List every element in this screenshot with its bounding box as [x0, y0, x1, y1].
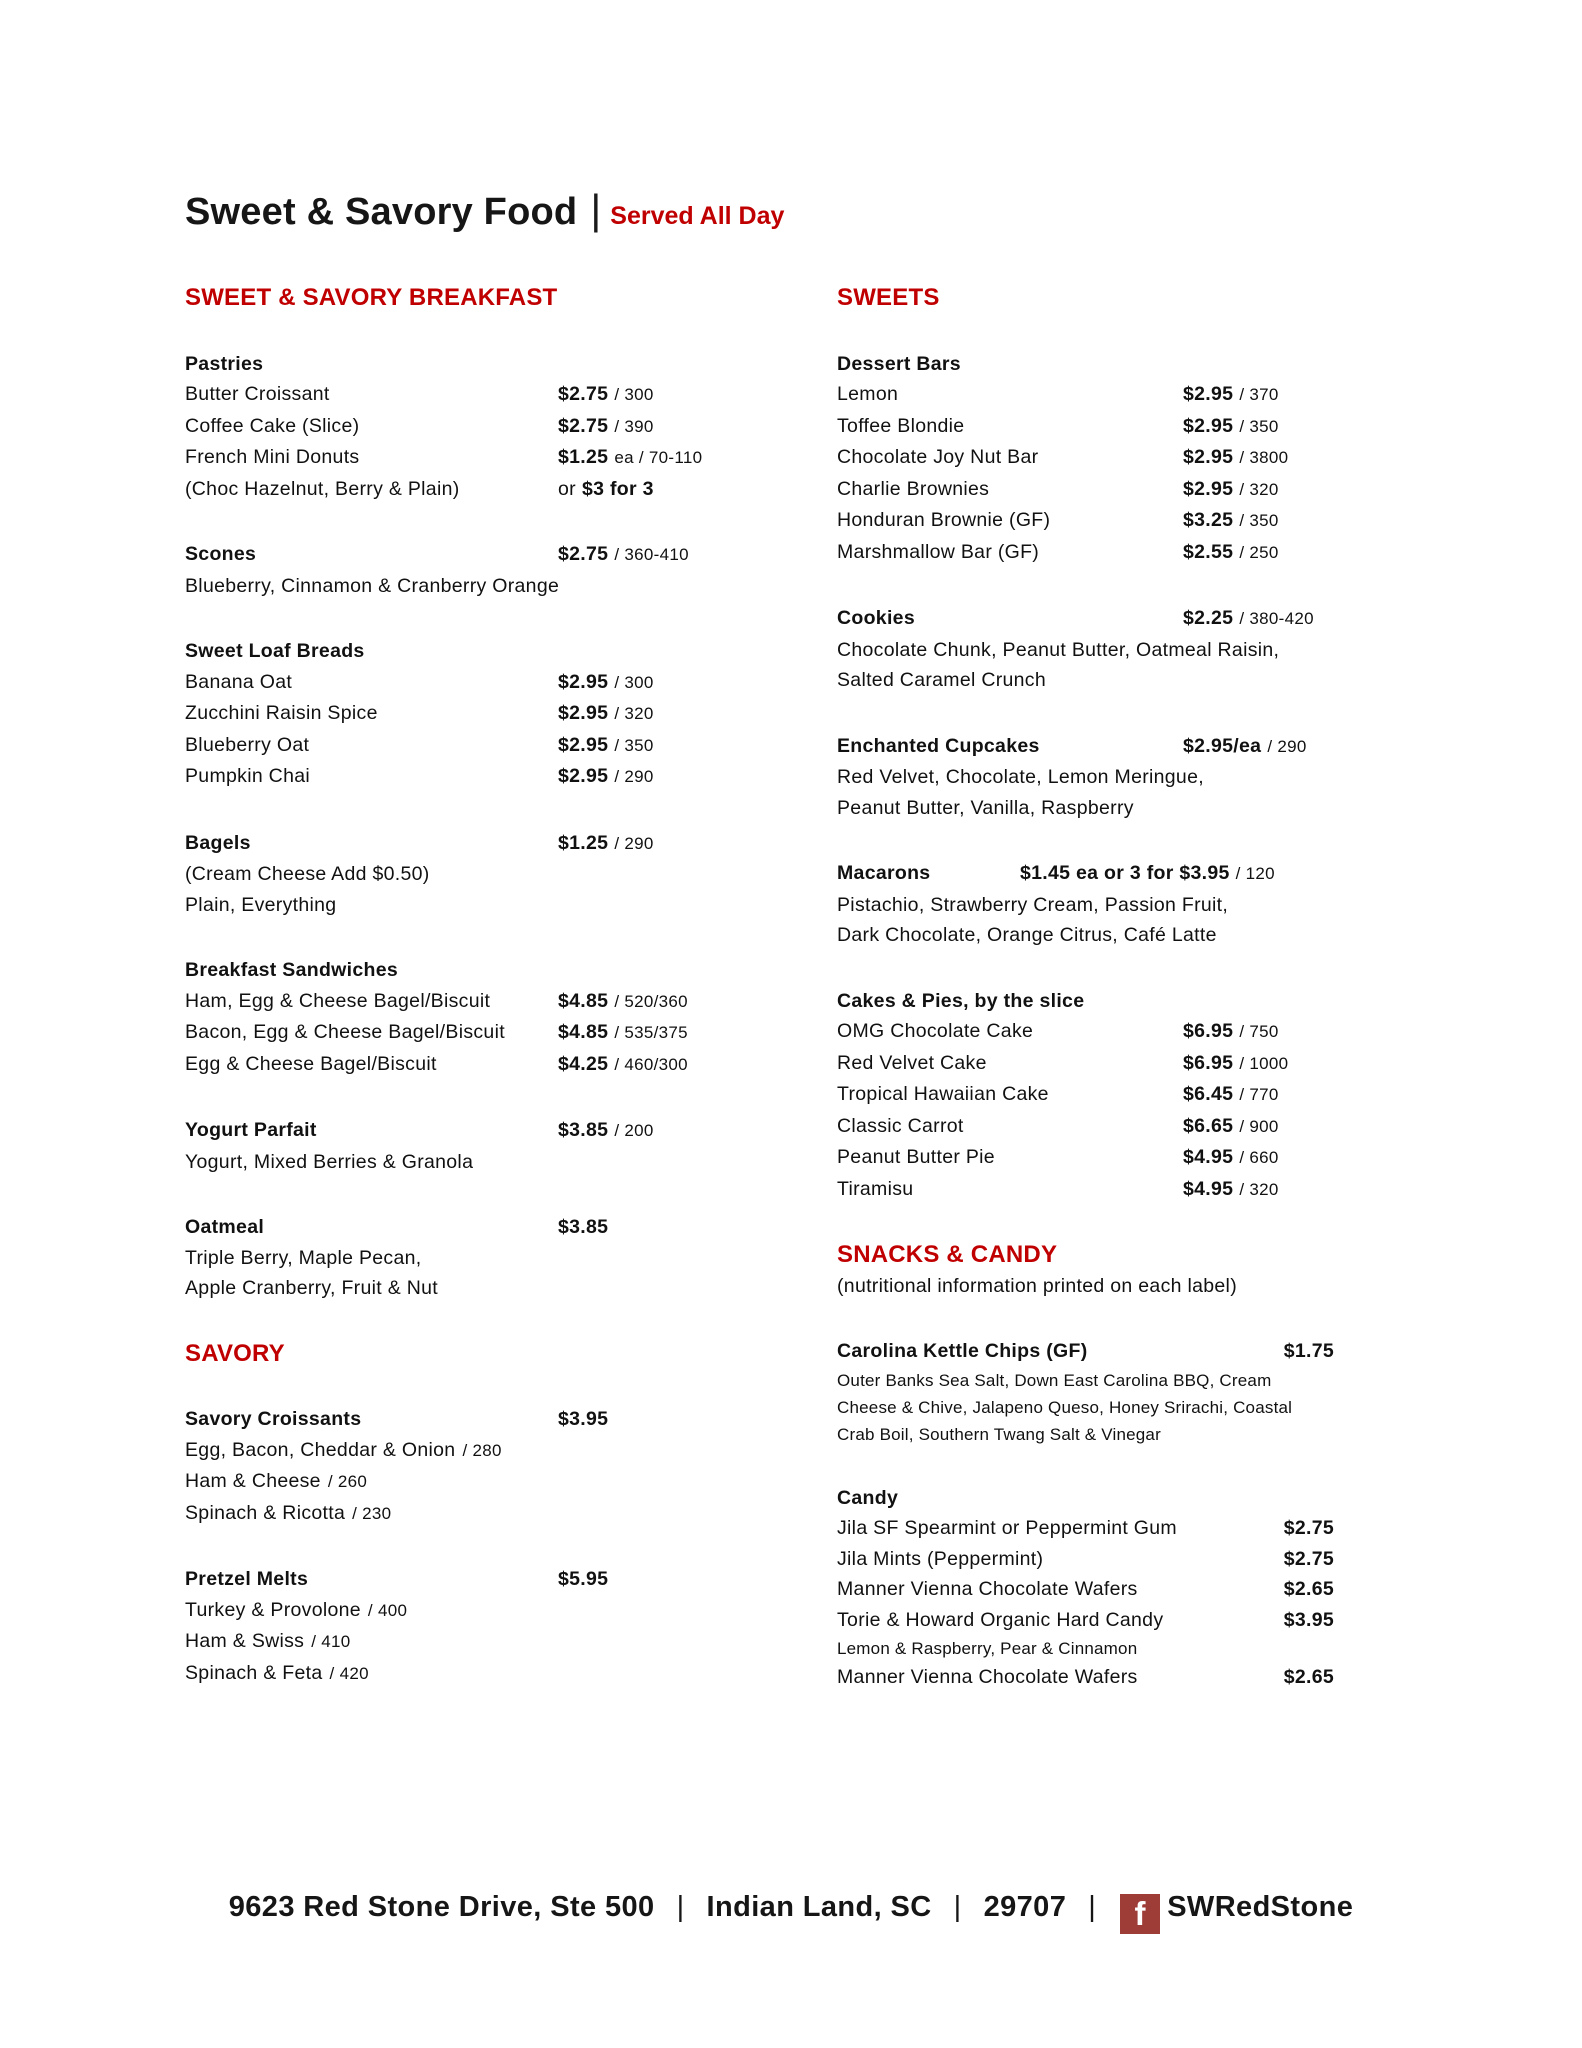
item-calories: / 400 — [367, 1600, 408, 1620]
flavor-line — [185, 890, 795, 921]
flavor-line — [185, 859, 795, 890]
item-name: Toffee Blondie — [837, 414, 965, 437]
item-name: Bagels — [185, 831, 251, 854]
item-name: Banana Oat — [185, 670, 293, 693]
item-price: $2.95 — [558, 670, 609, 693]
flavor-line — [185, 571, 795, 602]
menu-item-row — [837, 1513, 1334, 1544]
item-name: Egg, Bacon, Cheddar & Onion — [185, 1438, 456, 1461]
menu-block — [185, 283, 795, 314]
item-name: Cookies — [837, 607, 915, 629]
item-price-cell — [1183, 1079, 1487, 1111]
item-name: Coffee Cake (Slice) — [185, 414, 360, 437]
item-price-cell — [1183, 1048, 1487, 1080]
item-price-cell — [1183, 505, 1487, 537]
item-name: Jila SF Spearmint or Peppermint Gum — [837, 1517, 1177, 1539]
item-name: (nutritional information printed on each label) — [837, 1274, 1237, 1297]
item-calories: / 370 — [1239, 385, 1279, 404]
menu-item-row — [185, 411, 795, 443]
menu-item-row — [185, 667, 795, 699]
item-price-cell — [1284, 1605, 1334, 1636]
item-calories: / 350 — [614, 735, 654, 755]
item-name: Macarons — [837, 862, 931, 884]
menu-item-row — [185, 986, 795, 1018]
footer-separator: | — [1088, 1891, 1097, 1923]
column-sweets-snacks — [837, 283, 1487, 1728]
item-name: Apple Cranberry, Fruit & Nut — [185, 1277, 438, 1299]
item-calories: / 250 — [1239, 542, 1279, 562]
item-price: $2.95 — [558, 765, 609, 787]
menu-item-row — [837, 1111, 1487, 1143]
group-heading-row — [185, 539, 795, 571]
flavor-line — [837, 665, 1487, 696]
footer — [0, 1891, 1582, 1934]
item-name: Triple Berry, Maple Pecan, — [185, 1246, 422, 1269]
item-price: $3.95 — [1283, 1608, 1334, 1631]
menu-item-row — [185, 698, 795, 730]
menu-block — [185, 539, 795, 601]
item-calories: / 350 — [1239, 416, 1279, 436]
footer-zip: 29707 — [983, 1891, 1067, 1923]
menu-block — [837, 1240, 1487, 1301]
item-name: Yogurt, Mixed Berries & Granola — [185, 1150, 474, 1173]
group-heading-row — [837, 1483, 1487, 1514]
item-price-cell — [1183, 411, 1487, 443]
menu-block — [837, 349, 1487, 569]
item-calories: / 200 — [614, 1121, 654, 1140]
item-price: $2.75 — [1283, 1547, 1334, 1570]
item-name: Manner Vienna Chocolate Wafers — [837, 1578, 1138, 1600]
item-name: Plain, Everything — [185, 893, 337, 916]
flavor-line — [837, 793, 1487, 824]
menu-block — [837, 1483, 1487, 1693]
item-price: $2.75 — [558, 383, 609, 405]
menu-block — [185, 349, 795, 505]
item-name: Candy — [837, 1486, 899, 1509]
flavor-line-small — [837, 1394, 1487, 1421]
section-heading: SWEETS — [837, 284, 940, 311]
item-name: OMG Chocolate Cake — [837, 1020, 1034, 1042]
item-name: Peanut Butter Pie — [837, 1146, 995, 1168]
page-title — [185, 186, 784, 234]
item-price-cell — [1284, 1513, 1334, 1544]
item-calories: / 260 — [327, 1472, 368, 1491]
menu-item-row — [185, 442, 795, 474]
item-name: French Mini Donuts — [185, 446, 360, 468]
flavor-line-small — [837, 1635, 1487, 1662]
item-calories: / 3800 — [1239, 448, 1289, 467]
footer-facebook-handle: SWRedStone — [1167, 1891, 1354, 1923]
menu-block — [185, 1115, 795, 1177]
item-calories: / 290 — [614, 767, 654, 786]
menu-item-row — [837, 505, 1487, 537]
item-price-cell — [558, 730, 795, 762]
item-price: $3.95 — [558, 1408, 609, 1430]
item-calories: / 520/360 — [614, 991, 688, 1011]
group-heading-row — [185, 1404, 795, 1435]
item-name: Marshmallow Bar (GF) — [837, 540, 1040, 563]
item-price: $6.95 — [1183, 1020, 1234, 1042]
page-title-text: Sweet & Savory Food — [185, 191, 578, 233]
flavor-line — [185, 1626, 795, 1658]
item-name: Cakes & Pies, by the slice — [837, 989, 1085, 1012]
item-price: $3.25 — [1183, 509, 1234, 531]
item-price-cell — [1183, 1174, 1487, 1206]
item-price-cell — [558, 1017, 795, 1049]
item-price-cell — [558, 698, 795, 730]
flavor-line — [185, 1243, 795, 1274]
item-price-cell — [1183, 1111, 1487, 1143]
menu-item-row — [837, 1662, 1334, 1693]
item-price-cell — [1183, 1016, 1487, 1048]
item-price: $2.55 — [1183, 540, 1234, 563]
item-price: $4.95 — [1183, 1146, 1234, 1168]
item-price-cell — [1183, 1142, 1487, 1174]
footer-address: 9623 Red Stone Drive, Ste 500 — [228, 1891, 655, 1923]
item-name: Enchanted Cupcakes — [837, 734, 1040, 757]
item-name: Egg & Cheese Bagel/Biscuit — [185, 1052, 437, 1075]
item-name: Pastries — [185, 352, 264, 375]
item-price-cell — [558, 761, 795, 793]
menu-item-row — [837, 379, 1487, 411]
title-separator: | — [590, 186, 602, 233]
item-calories: / 300 — [614, 385, 654, 404]
item-price: $6.45 — [1183, 1083, 1234, 1105]
item-price: $2.95 — [558, 733, 609, 756]
footer-city-state: Indian Land, SC — [706, 1891, 932, 1923]
menu-block — [185, 1339, 795, 1370]
item-name: Crab Boil, Southern Twang Salt & Vinegar — [837, 1424, 1161, 1444]
item-name: Zucchini Raisin Spice — [185, 702, 378, 724]
item-calories: / 1000 — [1239, 1053, 1289, 1073]
item-name: Pistachio, Strawberry Cream, Passion Fruit, — [837, 893, 1229, 916]
item-name: Spinach & Feta — [185, 1661, 323, 1684]
item-name: (Cream Cheese Add $0.50) — [185, 863, 430, 885]
group-heading-row — [837, 858, 1487, 890]
item-price: $2.95 — [1183, 383, 1234, 405]
item-price-cell — [1183, 379, 1487, 411]
item-name: Ham, Egg & Cheese Bagel/Biscuit — [185, 989, 491, 1012]
flavor-line — [185, 1466, 795, 1498]
item-name: Butter Croissant — [185, 383, 330, 405]
item-name: Turkey & Provolone — [185, 1598, 361, 1621]
item-price: $2.25 — [1183, 607, 1234, 629]
item-price-cell — [558, 379, 795, 411]
item-name: Yogurt Parfait — [185, 1119, 317, 1141]
item-price: $2.75 — [1283, 1517, 1334, 1539]
menu-block — [837, 858, 1487, 951]
flavor-line — [837, 920, 1487, 951]
flavor-line — [185, 1147, 795, 1178]
item-price-cell — [558, 1212, 795, 1243]
item-calories: / 350 — [1239, 511, 1279, 530]
item-name: Pumpkin Chai — [185, 765, 310, 787]
item-price: $2.75 — [558, 414, 609, 437]
item-name: Classic Carrot — [837, 1114, 964, 1137]
item-price: $1.75 — [1283, 1340, 1334, 1362]
menu-item-row — [837, 1544, 1334, 1575]
menu-item-row — [185, 730, 795, 762]
item-price-cell — [558, 1404, 795, 1435]
item-name: Blueberry, Cinnamon & Cranberry Orange — [185, 574, 560, 597]
group-heading-row — [185, 1212, 795, 1243]
item-name: Manner Vienna Chocolate Wafers — [837, 1666, 1138, 1688]
item-name: Oatmeal — [185, 1216, 265, 1238]
item-price: $2.95/ea — [1183, 734, 1262, 757]
item-calories: / 390 — [614, 416, 654, 436]
group-heading-row — [837, 731, 1487, 763]
menu-item-row — [837, 537, 1487, 569]
menu-item-row — [185, 1049, 795, 1081]
item-price-cell — [558, 828, 795, 860]
item-price: $2.65 — [1283, 1666, 1334, 1688]
section-heading: SNACKS & CANDY — [837, 1241, 1058, 1268]
item-calories: / 320 — [1239, 1179, 1279, 1199]
item-calories: / 290 — [1267, 736, 1307, 756]
item-name: Chocolate Joy Nut Bar — [837, 446, 1039, 468]
item-price: $2.95 — [1183, 414, 1234, 437]
menu-block — [185, 828, 795, 921]
item-calories: / 120 — [1235, 864, 1275, 883]
item-name: Savory Croissants — [185, 1408, 362, 1430]
item-name: Ham & Cheese — [185, 1470, 321, 1492]
flavor-line — [185, 1435, 795, 1467]
group-heading-row — [837, 349, 1487, 380]
menu-item-row — [185, 474, 795, 505]
item-calories: / 420 — [329, 1663, 369, 1683]
group-heading-row — [185, 1564, 795, 1595]
item-price-cell — [1183, 731, 1487, 763]
item-price: $2.75 — [558, 543, 609, 565]
item-price: $3 for 3 — [581, 477, 654, 500]
item-name: Dark Chocolate, Orange Citrus, Café Latte — [837, 924, 1217, 946]
item-calories: / 300 — [614, 672, 654, 692]
menu-block — [837, 986, 1487, 1206]
item-name: Cheese & Chive, Jalapeno Queso, Honey Srirachi, Coastal — [837, 1397, 1293, 1417]
item-calories: / 750 — [1239, 1022, 1279, 1041]
menu-item-row — [837, 1016, 1487, 1048]
flavor-line — [185, 1595, 795, 1627]
item-price: $3.85 — [558, 1216, 609, 1238]
item-price-cell — [558, 667, 795, 699]
item-name: Blueberry Oat — [185, 733, 310, 756]
item-name: Ham & Swiss — [185, 1630, 305, 1652]
item-name: Scones — [185, 543, 257, 565]
item-price: $5.95 — [558, 1568, 609, 1590]
footer-separator: | — [676, 1891, 685, 1923]
item-calories: / 535/375 — [614, 1023, 688, 1042]
item-name: Red Velvet, Chocolate, Lemon Meringue, — [837, 766, 1204, 788]
item-price: $2.95 — [558, 702, 609, 724]
flavor-line — [185, 1498, 795, 1530]
item-calories: / 230 — [352, 1503, 392, 1523]
menu-block — [837, 283, 1487, 314]
item-calories: / 320 — [614, 704, 654, 723]
item-name: Red Velvet Cake — [837, 1051, 987, 1074]
menu-block — [185, 636, 795, 793]
item-price-cell — [558, 1564, 795, 1595]
item-name: Torie & Howard Organic Hard Candy — [837, 1608, 1164, 1631]
flavor-line-small — [837, 1367, 1487, 1394]
flavor-line — [185, 1273, 795, 1304]
flavor-line — [837, 635, 1487, 666]
item-price-cell — [558, 474, 795, 505]
item-calories: / 320 — [1239, 479, 1279, 499]
menu-item-row — [837, 1605, 1334, 1636]
item-price: $2.95 — [1183, 446, 1234, 468]
item-price-cell — [1284, 1662, 1334, 1693]
item-price: $6.95 — [1183, 1051, 1234, 1074]
item-price-cell — [1183, 603, 1487, 635]
item-price: $6.65 — [1183, 1114, 1234, 1137]
menu-block — [185, 1404, 795, 1529]
item-price-cell — [1020, 858, 1487, 890]
item-calories: / 290 — [614, 833, 654, 853]
item-price-cell — [558, 539, 795, 571]
item-calories: / 770 — [1239, 1085, 1279, 1104]
item-name: Jila Mints (Peppermint) — [837, 1547, 1044, 1570]
group-heading-row — [185, 828, 795, 860]
menu-block — [185, 1212, 795, 1304]
item-name: Tiramisu — [837, 1177, 914, 1200]
item-price: $1.25 — [558, 446, 609, 468]
menu-block — [837, 731, 1487, 824]
menu-item-row — [185, 761, 795, 793]
menu-item-row — [837, 1574, 1334, 1605]
menu-item-row — [837, 411, 1487, 443]
item-name: Charlie Brownies — [837, 477, 990, 500]
group-heading-row — [185, 955, 795, 986]
item-name: Bacon, Egg & Cheese Bagel/Biscuit — [185, 1021, 505, 1043]
item-name: Peanut Butter, Vanilla, Raspberry — [837, 796, 1134, 819]
item-price: $3.85 — [558, 1119, 609, 1141]
group-heading-row — [185, 349, 795, 380]
item-name: Breakfast Sandwiches — [185, 959, 399, 981]
item-price-cell — [1183, 474, 1487, 506]
item-name: (Choc Hazelnut, Berry & Plain) — [185, 477, 460, 500]
item-price: $4.85 — [558, 989, 609, 1012]
item-price-cell — [1284, 1574, 1334, 1605]
menu-item-row — [185, 379, 795, 411]
item-name: Dessert Bars — [837, 352, 961, 375]
footer-separator: | — [953, 1891, 962, 1923]
menu-item-row — [837, 474, 1487, 506]
item-price: $2.65 — [1283, 1578, 1334, 1600]
item-price-cell — [1284, 1336, 1334, 1367]
item-name: Pretzel Melts — [185, 1568, 309, 1590]
item-calories: / 410 — [311, 1632, 351, 1651]
item-name: Carolina Kettle Chips (GF) — [837, 1340, 1088, 1362]
item-price-cell — [558, 442, 795, 474]
flavor-line — [837, 890, 1487, 921]
item-price: $4.85 — [558, 1021, 609, 1043]
menu-block — [837, 603, 1487, 696]
column-breakfast-savory — [185, 283, 795, 1724]
item-calories: / 460/300 — [614, 1054, 688, 1074]
flavor-line-small — [837, 1421, 1487, 1448]
group-heading-row — [837, 986, 1487, 1017]
item-calories: / 280 — [462, 1440, 502, 1460]
item-name: Tropical Hawaiian Cake — [837, 1083, 1049, 1105]
menu-item-row — [837, 1079, 1487, 1111]
section-heading: SAVORY — [185, 1339, 285, 1367]
group-heading-row — [185, 636, 795, 667]
item-name: Honduran Brownie (GF) — [837, 509, 1051, 531]
group-heading-row — [837, 1336, 1334, 1367]
item-calories: / 900 — [1239, 1116, 1279, 1136]
item-name: Lemon — [837, 383, 899, 405]
menu-item-row — [185, 1017, 795, 1049]
menu-item-row — [837, 442, 1487, 474]
item-price: $4.25 — [558, 1052, 609, 1075]
item-price: $4.95 — [1183, 1177, 1234, 1200]
item-price: $1.45 ea or 3 for $3.95 — [1020, 862, 1230, 884]
menu-block — [185, 1564, 795, 1689]
item-name: Sweet Loaf Breads — [185, 640, 365, 662]
item-name: Salted Caramel Crunch — [837, 669, 1046, 691]
item-calories: / 360-410 — [614, 545, 689, 564]
item-calories: ea / 70-110 — [614, 448, 703, 467]
item-name: Lemon & Raspberry, Pear & Cinnamon — [837, 1639, 1138, 1658]
menu-block — [837, 1336, 1487, 1448]
section-heading: SWEET & SAVORY BREAKFAST — [185, 284, 558, 311]
flavor-line — [837, 1271, 1487, 1302]
item-price-cell — [1183, 442, 1487, 474]
item-price: $2.95 — [1183, 477, 1234, 500]
menu-item-row — [837, 1142, 1487, 1174]
flavor-line — [185, 1658, 795, 1690]
title-tagline: Served All Day — [610, 202, 785, 230]
facebook-icon: f — [1120, 1894, 1160, 1934]
menu-item-row — [837, 1048, 1487, 1080]
item-price-cell — [558, 986, 795, 1018]
item-price-cell — [1183, 537, 1487, 569]
item-name: Outer Banks Sea Salt, Down East Carolina BBQ, Cream — [837, 1370, 1272, 1390]
item-calories: / 660 — [1239, 1148, 1279, 1167]
price-prefix: or — [558, 477, 576, 500]
item-name: Chocolate Chunk, Peanut Butter, Oatmeal Raisin, — [837, 638, 1280, 661]
group-heading-row — [185, 1115, 795, 1147]
item-price-cell — [558, 1049, 795, 1081]
group-heading-row — [837, 603, 1487, 635]
flavor-line — [837, 762, 1487, 793]
item-price: $1.25 — [558, 831, 609, 854]
item-price-cell — [1284, 1544, 1334, 1575]
item-name: Spinach & Ricotta — [185, 1501, 346, 1524]
menu-item-row — [837, 1174, 1487, 1206]
item-calories: / 380-420 — [1239, 609, 1314, 628]
item-price-cell — [558, 1115, 795, 1147]
menu-block — [185, 955, 795, 1080]
item-price-cell — [558, 411, 795, 443]
